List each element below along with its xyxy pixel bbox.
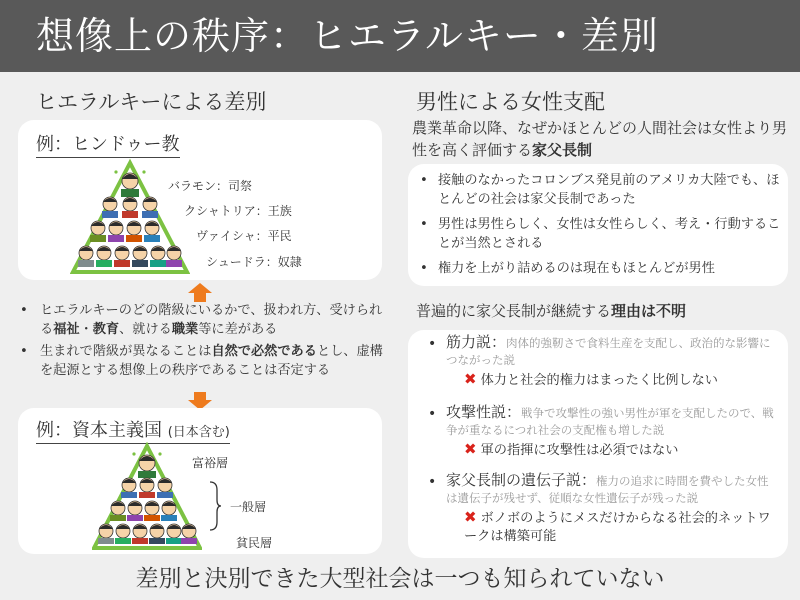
theory-name-gene: 家父長制の遺伝子説： (446, 471, 597, 489)
left-bullet-list (16, 301, 388, 383)
theory-rebut-aggression (446, 440, 774, 460)
patriarchy-card (408, 164, 788, 286)
theory-name-aggression: 攻撃性説： (446, 403, 522, 421)
patriarchy-lead-text: 農業革命以降、なぜかほとんどの人間社会は女性より男性を高く評価する (412, 119, 788, 159)
left-bullet-0-part-4: 、就ける (119, 322, 172, 337)
patriarchy-lead (412, 117, 788, 161)
left-bullet-1-part-0: 生まれで階級が異なることは (40, 344, 212, 359)
right-section-heading: 男性による女性支配 (416, 90, 605, 114)
theory-rebut-strength (446, 370, 774, 390)
capitalism-title-main: 例：資本主義国 (36, 420, 162, 441)
page-title: 想像上の秩序：ヒエラルキー・差別 (0, 0, 800, 72)
theory-rebut-gene (446, 508, 774, 546)
arrow-up-icon (188, 283, 212, 293)
hindu-caste-card (18, 120, 382, 280)
class-label-poor: 貧民層 (236, 536, 273, 550)
caste-label-shudra: シュードラ：奴隷 (206, 255, 302, 269)
patriarchy-bullet-2: • 権力を上がり詰めるのは現在もほとんどが男性 (414, 259, 782, 278)
class-label-wealthy: 富裕層 (192, 456, 229, 470)
class-label-general: 一般層 (230, 500, 267, 514)
theory-name-strength: 筋力説： (446, 333, 507, 351)
people-pyramid-icon-2 (92, 442, 202, 552)
patriarchy-bullet-0: • 接触のなかったコロンブス発見前のアメリカ大陸でも、ほとんどの社会は家父長制であった (414, 171, 782, 209)
left-bullet-0-part-2: ・ (79, 322, 93, 337)
theory-entry-aggression (422, 404, 774, 460)
theory-rebut-text-gene: ボノボのようにメスだけからなる社会的ネットワークは構築可能 (464, 511, 771, 544)
cross-mark-icon: ✖ (464, 370, 477, 388)
cross-mark-icon: ✖ (464, 440, 477, 458)
capitalism-card-title (36, 416, 230, 444)
hindu-card-title: 例：ヒンドゥー教 (36, 130, 180, 158)
theory-item-2 (422, 472, 774, 546)
theory-entry-gene (422, 472, 774, 546)
caste-label-kshatriya: クシャトリア：王族 (184, 204, 292, 218)
people-pyramid-icon (70, 158, 190, 276)
left-bullet-0 (16, 301, 388, 339)
footer-conclusion: 差別と決別できた大型社会は一つも知られていない (135, 566, 665, 592)
bracket-icon (208, 480, 222, 532)
patriarchy-bullet-1: • 男性は男性らしく、女性は女性らしく、考え・行動することが当然とされる (414, 215, 782, 253)
left-bullet-0-part-3: 教育 (92, 322, 120, 337)
theory-desc-aggression: 戦争で攻撃性の強い男性が軍を支配したので、戦争が重なるにつれ社会の支配権も増した説 (446, 406, 774, 437)
capitalism-title-note: (日本含む) (167, 425, 230, 440)
theory-desc-gene: 権力の追求に時間を費やした女性は遺伝子が残せず、従順な女性遺伝子が残った説 (446, 474, 769, 505)
left-bullet-0-part-0: ヒエラルキーのどの階級にいるかで、扱われ方、受けられる (40, 303, 383, 337)
patriarchy-lead-bold: 家父長制 (532, 141, 593, 159)
theory-rebut-text-aggression: 軍の指揮に攻撃性は必須ではない (480, 443, 679, 458)
theory-item-0 (422, 334, 774, 390)
left-bullet-1-part-1: 自然で必然である (211, 344, 317, 359)
patriarchy-bullet-list (414, 171, 782, 284)
reason-heading (416, 300, 792, 322)
theory-entry-strength (422, 334, 774, 390)
left-bullet-1-part-2: とし、虚構を起源とする想像上の秩序であることは否定する (40, 344, 383, 378)
capitalism-class-card (18, 408, 382, 554)
caste-label-brahmin: バラモン：司祭 (168, 179, 253, 193)
left-bullet-1 (16, 342, 388, 380)
left-bullet-0-part-6: 等に差がある (198, 322, 278, 337)
theory-desc-strength: 肉体的強靭さで食料生産を支配し、政治的な影響につながった説 (446, 336, 771, 367)
left-section-heading: ヒエラルキーによる差別 (36, 90, 267, 114)
reason-heading-bold: 理由は不明 (611, 302, 687, 320)
reason-heading-text: 普遍的に家父長制が継続する (416, 302, 612, 320)
theory-rebut-text-strength: 体力と社会的権力はまったく比例しない (480, 373, 718, 388)
caste-label-vaishya: ヴァイシャ：平民 (196, 229, 292, 243)
left-bullet-0-part-5: 職業 (171, 322, 199, 337)
cross-mark-icon: ✖ (464, 508, 477, 526)
arrow-down-stem (194, 392, 206, 400)
theories-card (408, 330, 788, 558)
left-bullet-0-part-1: 福祉 (53, 322, 80, 337)
theory-item-1 (422, 404, 774, 460)
